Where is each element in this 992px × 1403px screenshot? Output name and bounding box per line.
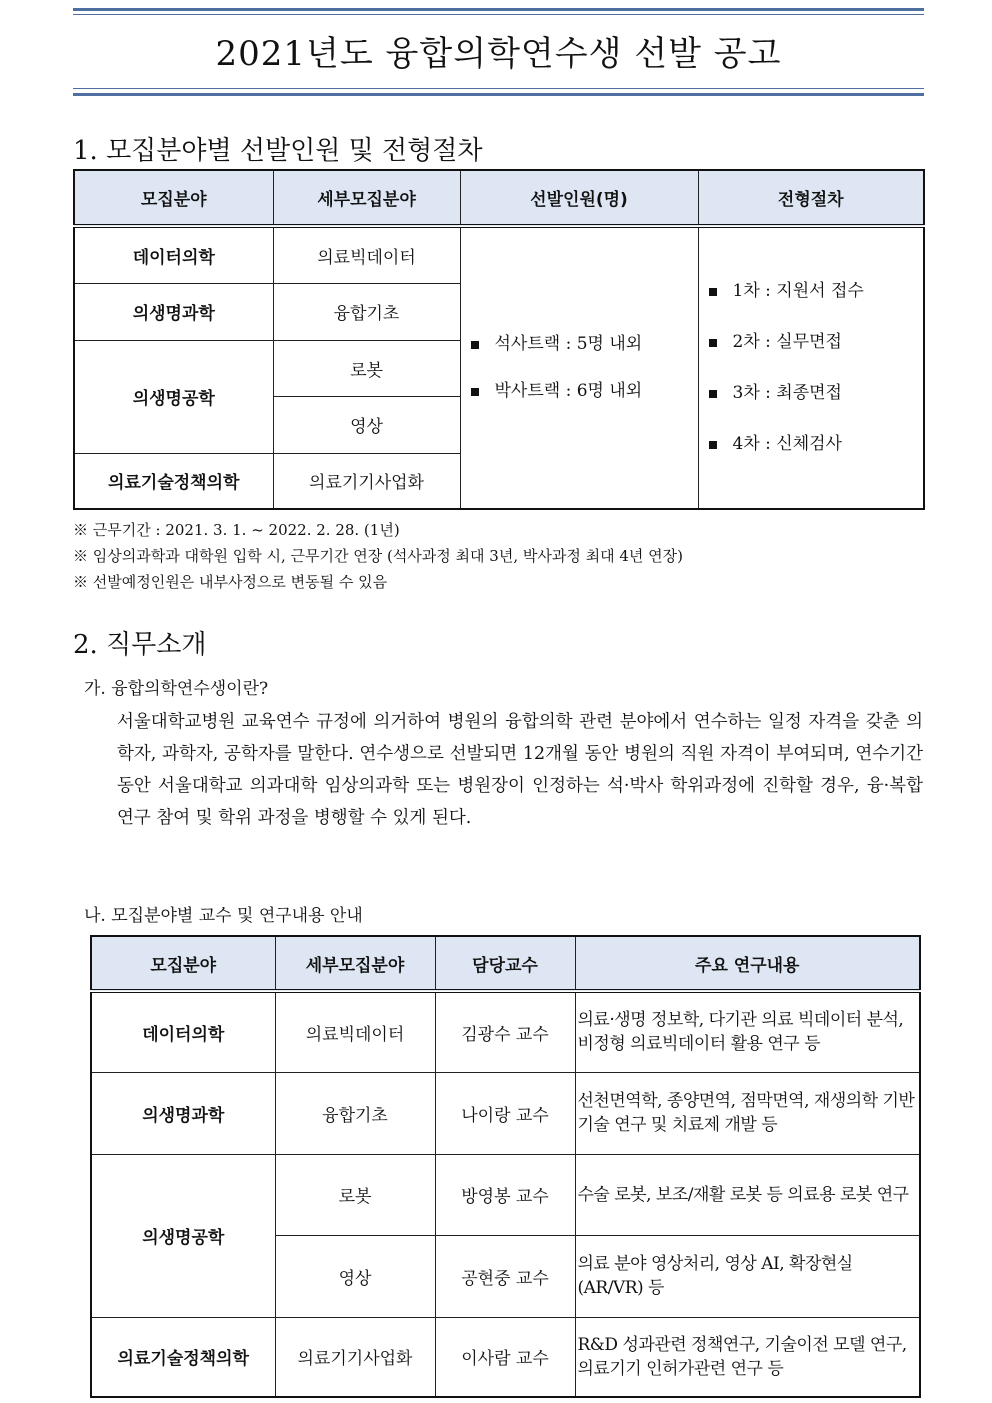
subfield-cell: 의료빅데이터: [273, 226, 460, 283]
quota-table: [73, 169, 925, 510]
page-title: 2021년도 융합의학연수생 선발 공고: [215, 34, 782, 74]
title-rule-top: [73, 8, 924, 11]
header-professor: 담당교수: [435, 936, 575, 991]
subfield-cell: 영상: [273, 396, 460, 453]
quota-cell: [460, 226, 698, 509]
subfield-cell: 의료기기사업화: [275, 1317, 435, 1397]
research-cell: 의료 분야 영상처리, 영상 AI, 확장현실(AR/VR) 등: [575, 1235, 920, 1317]
note-line: ※ 선발예정인원은 내부사정으로 변동될 수 있음: [73, 573, 388, 591]
section2-heading: 2. 직무소개: [73, 630, 207, 660]
notes: [73, 517, 683, 595]
subfield-cell: 영상: [275, 1235, 435, 1317]
procedure-item: 3차 : 최종면접: [699, 385, 924, 402]
section1-heading: 1. 모집분야별 선발인원 및 전형절차: [73, 136, 483, 166]
note-line: ※ 근무기간 : 2021. 3. 1. ~ 2022. 2. 28. (1년): [73, 521, 400, 539]
subheading-a: 가. 융합의학연수생이란?: [84, 679, 269, 699]
professor-cell: 김광수 교수: [435, 991, 575, 1072]
header-subfield: 세부모집분야: [273, 170, 460, 226]
field-cell: 의생명과학: [91, 1072, 275, 1154]
professor-cell: 공현중 교수: [435, 1235, 575, 1317]
subfield-cell: 의료기기사업화: [273, 453, 460, 509]
research-cell: 수술 로봇, 보조/재활 로봇 등 의료용 로봇 연구: [575, 1154, 920, 1235]
professor-cell: 방영봉 교수: [435, 1154, 575, 1235]
subfield-cell: 융합기초: [273, 283, 460, 340]
field-cell: 의생명공학: [91, 1154, 275, 1317]
title-rule-bottom: [73, 93, 924, 96]
header-procedure: 전형절차: [698, 170, 924, 226]
header-quota: 선발인원(명): [460, 170, 698, 226]
field-cell: 의료기술정책의학: [74, 453, 273, 509]
bullet-square-icon: [709, 441, 717, 449]
header-field: 모집분야: [74, 170, 273, 226]
subfield-cell: 로봇: [273, 340, 460, 396]
field-cell: 의생명과학: [74, 283, 273, 340]
bullet-square-icon: [709, 288, 717, 296]
research-cell: 의료·생명 정보학, 다기관 의료 빅데이터 분석, 비정형 의료빅데이터 활용 연구 등: [575, 991, 920, 1072]
procedure-item: 1차 : 지원서 접수: [699, 283, 924, 300]
procedure-item: 2차 : 실무면접: [699, 334, 924, 351]
procedure-item: 4차 : 신체검사: [699, 436, 924, 453]
header-field: 모집분야: [91, 936, 275, 991]
bullet-square-icon: [709, 339, 717, 347]
field-cell: 데이터의학: [91, 991, 275, 1072]
procedure-cell: [698, 226, 924, 509]
subfield-cell: 의료빅데이터: [275, 991, 435, 1072]
title-rule-top-thin: [73, 14, 924, 15]
professor-cell: 나이랑 교수: [435, 1072, 575, 1154]
note-line: ※ 임상의과학과 대학원 입학 시, 근무기간 연장 (석사과정 최대 3년, 박사과정 최대 4년 연장): [73, 547, 683, 565]
intro-paragraph: 서울대학교병원 교육연수 규정에 의거하여 병원의 융합의학 관련 분야에서 연수하는 일정 자격을 갖춘 의학자, 과학자, 공학자를 말한다. 연수생으로 선발되면 12개월 동안 병원의 직원 자격이 부여되며, 연수기간 동안 서울대학교 의과대학 임상의과학 또는 병원장이 인정하는 석·박사 학위과정에 진학할 경우, 융·복합 연구 참여 및 학위 과정을 병행할 수 있게 된다.: [117, 712, 923, 828]
bullet-square-icon: [471, 388, 479, 396]
field-cell: 의료기술정책의학: [91, 1317, 275, 1397]
subfield-cell: 융합기초: [275, 1072, 435, 1154]
bullet-square-icon: [709, 390, 717, 398]
header-research: 주요 연구내용: [575, 936, 920, 991]
field-cell: 의생명공학: [74, 340, 273, 453]
field-cell: 데이터의학: [74, 226, 273, 283]
quota-item: 석사트랙 : 5명 내외: [461, 336, 698, 353]
quota-item: 박사트랙 : 6명 내외: [461, 383, 698, 400]
subheading-b: 나. 모집분야별 교수 및 연구내용 안내: [84, 906, 363, 926]
subfield-cell: 로봇: [275, 1154, 435, 1235]
professor-cell: 이사람 교수: [435, 1317, 575, 1397]
research-table: [90, 935, 921, 1398]
header-subfield: 세부모집분야: [275, 936, 435, 991]
bullet-square-icon: [471, 341, 479, 349]
title-rule-bottom-thin: [73, 88, 924, 89]
research-cell: 선천면역학, 종양면역, 점막면역, 재생의학 기반기술 연구 및 치료제 개발 등: [575, 1072, 920, 1154]
research-cell: R&D 성과관련 정책연구, 기술이전 모델 연구, 의료기기 인허가관련 연구 등: [575, 1317, 920, 1397]
